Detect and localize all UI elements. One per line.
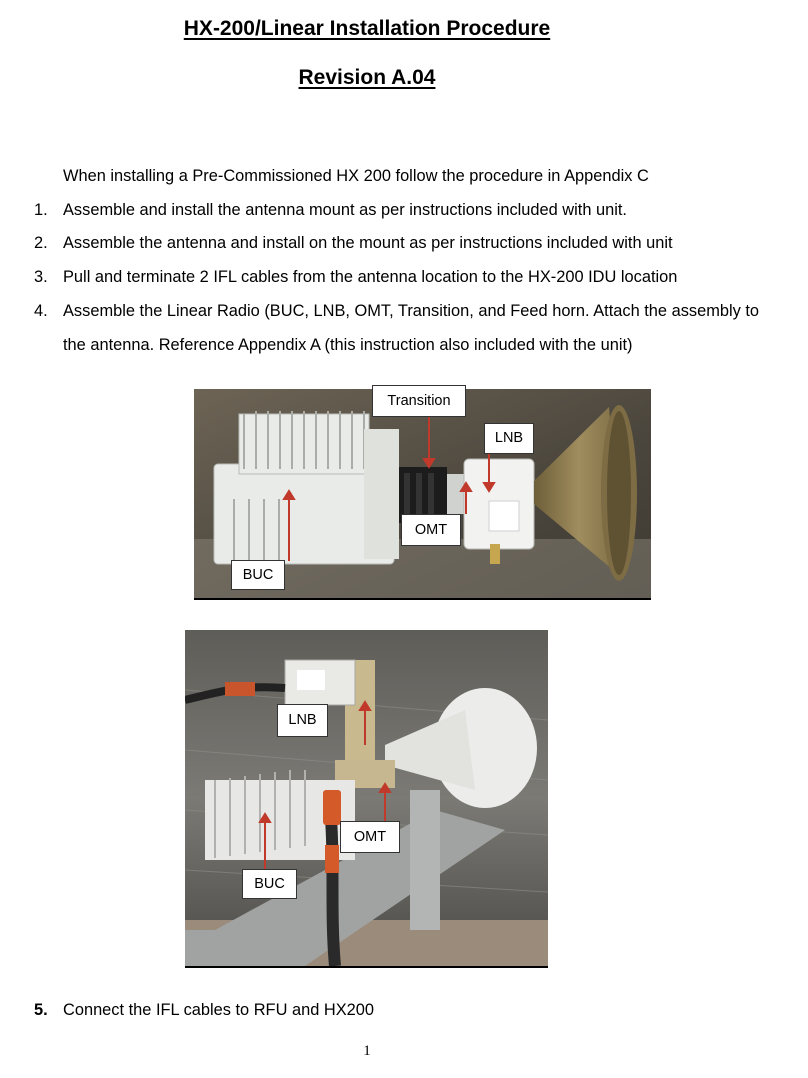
document-title: HX-200/Linear Installation Procedure [183, 17, 551, 40]
buc-callout: BUC [231, 560, 285, 590]
omt-callout: OMT [401, 514, 461, 546]
step-number: 1. [34, 201, 48, 219]
step-number: 2. [34, 234, 48, 252]
step-text: Assemble and install the antenna mount as per instructions included with unit. [63, 201, 627, 219]
step-text: Assemble the Linear Radio (BUC, LNB, OMT, Transition, and Feed horn. Attach the assembly to [63, 302, 760, 320]
step-number: 3. [34, 268, 48, 286]
figure1-underline [194, 598, 651, 600]
installed-radio-photo [185, 630, 548, 966]
intro-text: When installing a Pre-Commissioned HX 200 follow the procedure in Appendix C [63, 167, 649, 185]
page-number: 1 [363, 1043, 371, 1059]
revision-title: Revision A.04 [298, 66, 436, 89]
lnb-callout: LNB [484, 423, 534, 454]
transition-callout: Transition [372, 385, 466, 417]
step-text: Assemble the antenna and install on the mount as per instructions included with unit [63, 234, 673, 252]
step-number: 5. [34, 1001, 48, 1019]
omt-callout: OMT [340, 821, 400, 853]
step-number: 4. [34, 302, 48, 320]
figure2-underline [185, 966, 548, 968]
buc-callout: BUC [242, 869, 297, 899]
step-text: Pull and terminate 2 IFL cables from the antenna location to the HX-200 IDU location [63, 268, 678, 286]
lnb-callout: LNB [277, 704, 328, 737]
step-text: Connect the IFL cables to RFU and HX200 [63, 1001, 374, 1019]
step-text-continued: the antenna. Reference Appendix A (this instruction also included with the unit) [63, 336, 633, 354]
